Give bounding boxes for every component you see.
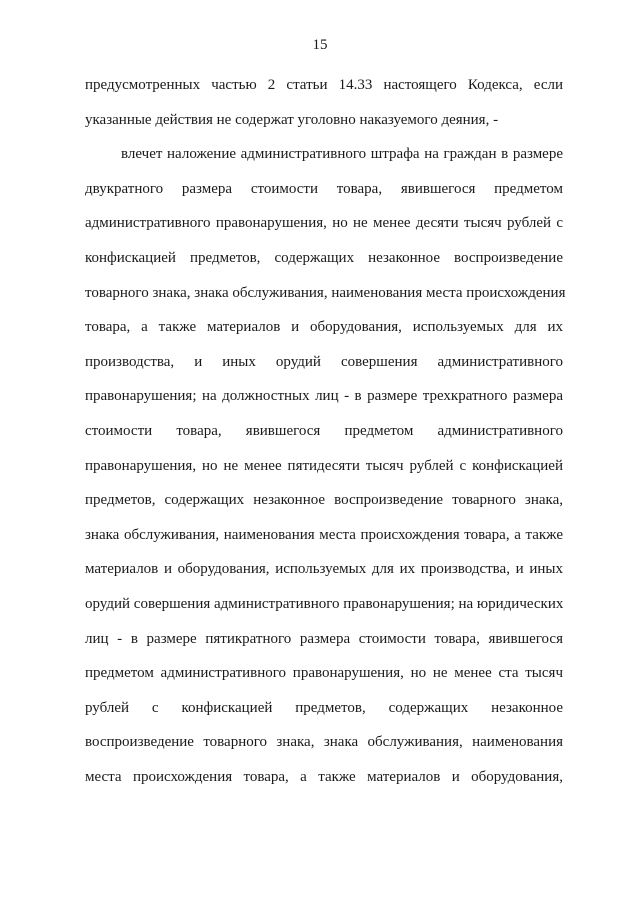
text-line: указанные действия не содержат уголовно наказуемого деяния, - — [85, 111, 499, 128]
text-line: правонарушения, но не менее пятидесяти тысяч рублей с конфискацией — [85, 457, 563, 474]
text-line: двукратного размера стоимости товара, явившегося предметом — [85, 180, 563, 197]
text-line: правонарушения; на должностных лиц - в размере трехкратного размера — [85, 388, 563, 405]
text-line: производства, и иных орудий совершения административного — [85, 353, 563, 370]
text-line: знака обслуживания, наименования места происхождения товара, а также — [85, 526, 563, 543]
text-line: места происхождения товара, а также материалов и оборудования, — [85, 768, 563, 785]
text-line: предусмотренных частью 2 статьи 14.33 настоящего Кодекса, если — [85, 77, 563, 93]
text-line: воспроизведение товарного знака, знака обслуживания, наименования — [85, 734, 563, 751]
text-line: влечет наложение административного штрафа на граждан в размере — [121, 146, 563, 163]
text-line: орудий совершения административного правонарушения; на юридических — [85, 595, 564, 612]
text-line: стоимости товара, явившегося предметом административного — [85, 422, 563, 439]
page-number: 15 — [312, 37, 328, 53]
text-line: товарного знака, знака обслуживания, наименования места происхождения — [85, 284, 566, 301]
text-line: товара, а также материалов и оборудования, используемых для их — [85, 319, 563, 336]
text-line: конфискацией предметов, содержащих незаконное воспроизведение — [85, 249, 563, 266]
text-line: предметом административного правонарушения, но не менее ста тысяч — [85, 665, 563, 682]
document-body — [85, 73, 566, 799]
text-line: материалов и оборудования, используемых для их производства, и иных — [85, 561, 563, 578]
text-line: административного правонарушения, но не менее десяти тысяч рублей с — [85, 215, 563, 232]
text-line: рублей с конфискацией предметов, содержащих незаконное — [85, 699, 563, 716]
text-line: лиц - в размере пятикратного размера стоимости товара, явившегося — [85, 630, 563, 647]
text-line: предметов, содержащих незаконное воспроизведение товарного знака, — [85, 492, 563, 509]
